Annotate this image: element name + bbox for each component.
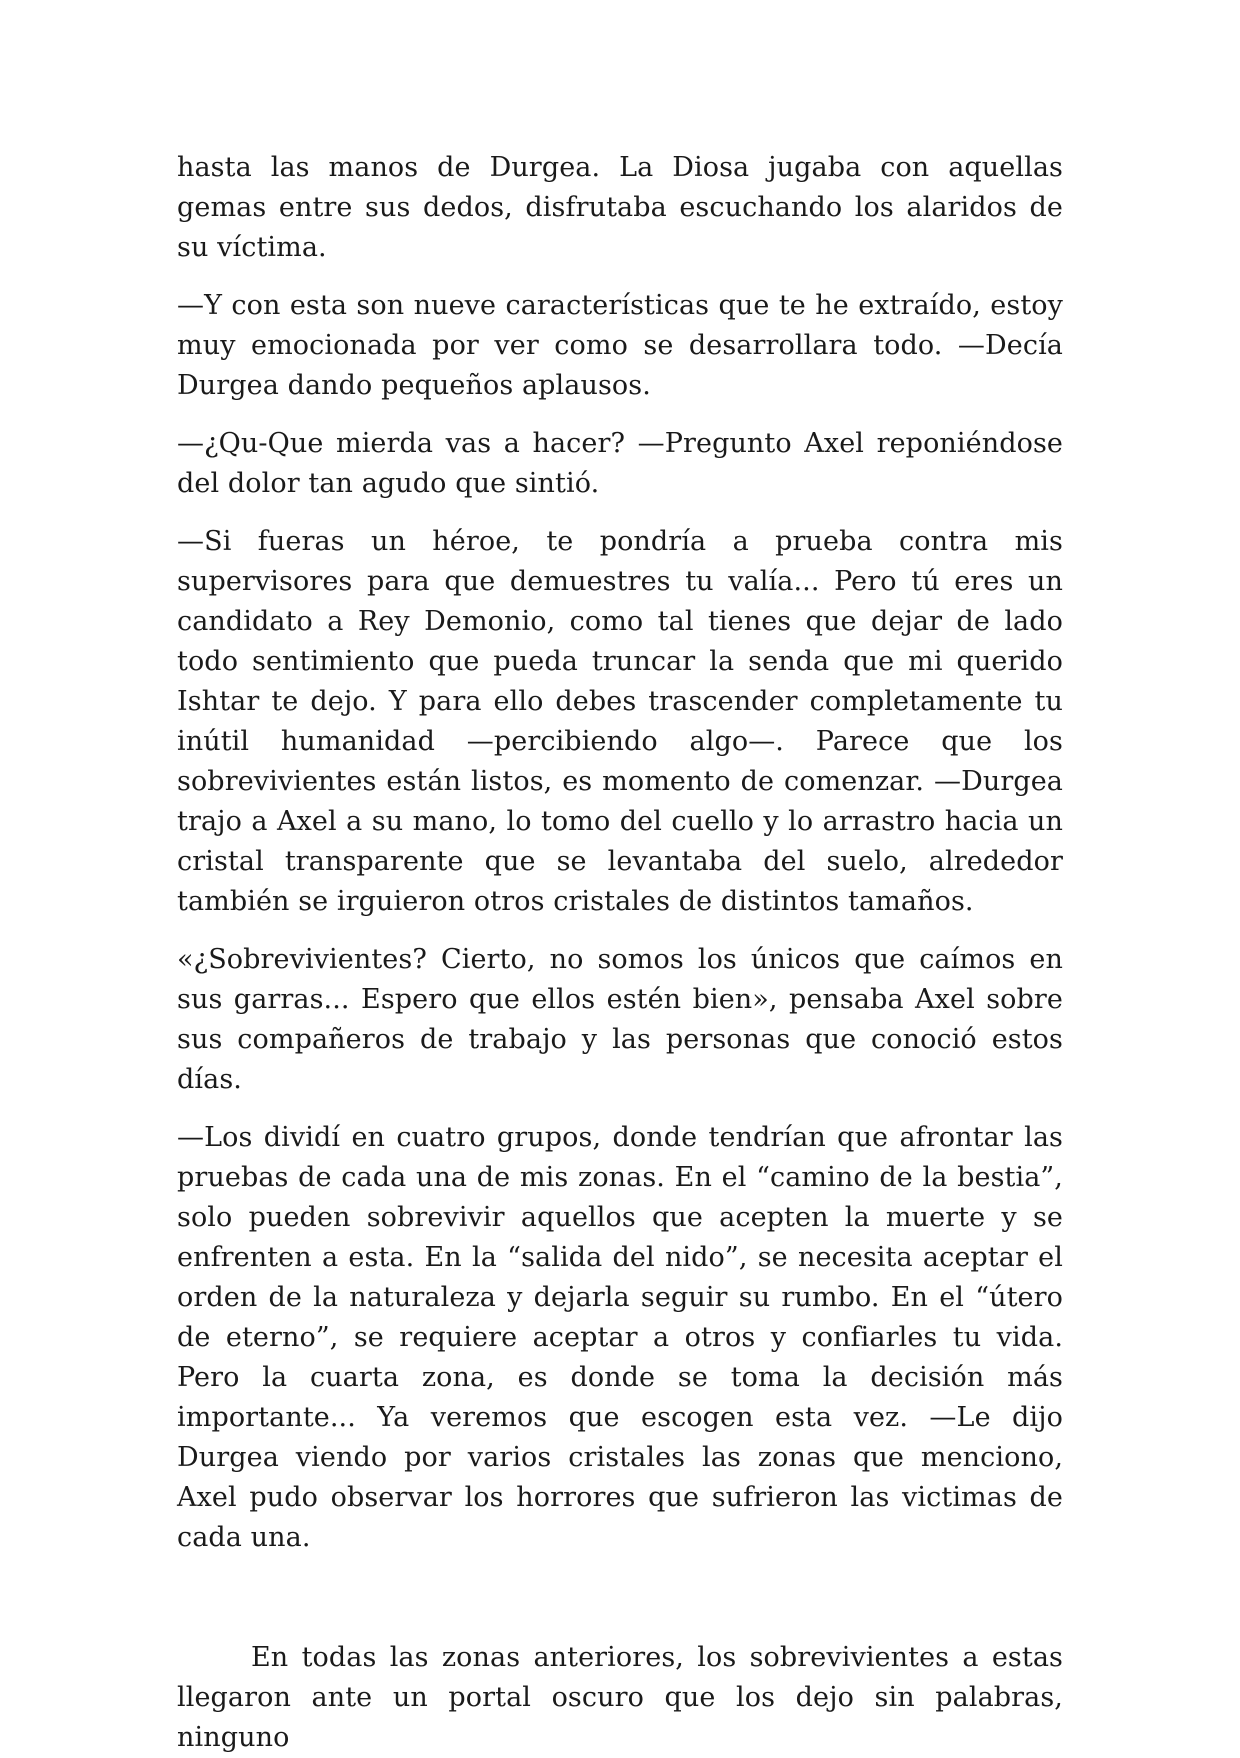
paragraph-indented: En todas las zonas anteriores, los sobrevivientes a estas llegaron ante un portal oscuro que los dejo sin palabras, ninguno (177, 1642, 1063, 1753)
paragraph: —Si fueras un héroe, te pondría a prueba contra mis supervisores para que demuestres tu valía... Pero tú eres un candidato a Rey Demonio, como tal tienes que dejar de lado todo sentimiento que pueda truncar la senda que mi querido Ishtar te dejo. Y para ello debes trascender completamente tu inútil humanidad —percibiendo algo—. Parece que los sobrevivientes están listos, es momento de comenzar. —Durgea trajo a Axel a su mano, lo tomo del cuello y lo arrastro hacia un cristal transparente que se levantaba del suelo, alrededor también se irguieron otros cristales de distintos tamaños. (177, 526, 1063, 917)
paragraph: —Los dividí en cuatro grupos, donde tendrían que afrontar las pruebas de cada una de mis zonas. En el “camino de la bestia”, solo pueden sobrevivir aquellos que acepten la muerte y se enfrenten a esta. En la “salida del nido”, se necesita aceptar el orden de la naturaleza y dejarla seguir su rumbo. En el “útero de eterno”, se requiere aceptar a otros y confiarles tu vida. Pero la cuarta zona, es donde se toma la decisión más importante... Ya veremos que escogen esta vez. —Le dijo Durgea viendo por varios cristales las zonas que menciono, Axel pudo observar los horrores que sufrieron las victimas de cada una. (177, 1122, 1063, 1553)
section-break (177, 1576, 1063, 1638)
paragraph: —Y con esta son nueve características que te he extraído, estoy muy emocionada por ver como se desarrollara todo. —Decía Durgea dando pequeños aplausos. (177, 290, 1063, 401)
body-text (177, 148, 1063, 1758)
paragraph: hasta las manos de Durgea. La Diosa jugaba con aquellas gemas entre sus dedos, disfrutaba escuchando los alaridos de su víctima. (177, 152, 1063, 263)
paragraph: «¿Sobrevivientes? Cierto, no somos los únicos que caímos en sus garras... Espero que ellos estén bien», pensaba Axel sobre sus compañeros de trabajo y las personas que conoció estos días. (177, 944, 1063, 1095)
paragraph: —¿Qu-Que mierda vas a hacer? —Pregunto Axel reponiéndose del dolor tan agudo que sintió. (177, 428, 1063, 499)
